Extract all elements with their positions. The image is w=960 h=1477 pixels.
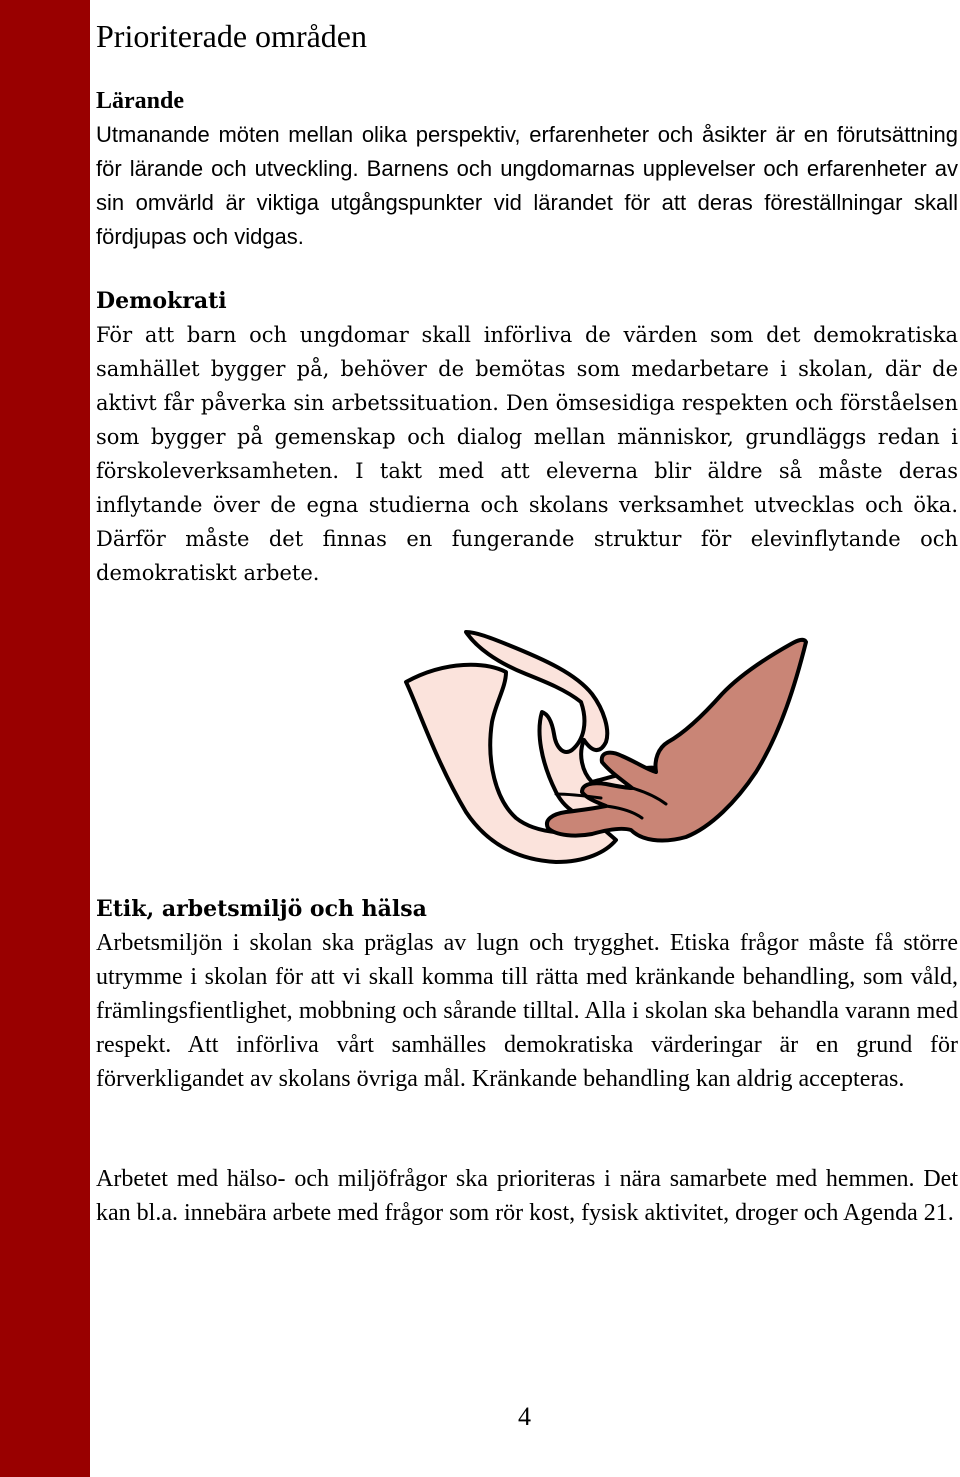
section-etik: [96, 892, 958, 1096]
page-number: 4: [518, 1402, 531, 1431]
holding-hands-icon: [396, 622, 816, 872]
section-body-etik: Arbetsmiljön i skolan ska präglas av lugn och trygghet. Etiska frågor måste få större utrymme i skolan för att vi skall komma till rätta med kränkande behandling, som våld, främlingsfientlighet, mobbning och sårande tilltal. Alla i skolan ska behandla varann med respekt. Att införliva vårt samhälles demokratiska värderingar är en grund för förverkligandet av skolans övriga mål. Kränkande behandling kan aldrig accepteras.: [96, 930, 958, 1092]
section-body-larande: Utmanande möten mellan olika perspektiv, erfarenheter och åsikter är en förutsättning för lärande och utveckling. Barnens och ungdomarnas upplevelser och erfarenheter av sin omvärld är viktiga utgångspunkter vid lärandet för att deras föreställningar skall fördjupas och vidgas.: [96, 122, 958, 249]
section-demokrati: [96, 284, 958, 590]
section-body-demokrati: För att barn och ungdomar skall införliva de värden som det demokratiska samhället bygger på, behöver de bemötas som medarbetare i skolan, där de aktivt får påverka sin arbetssituation. Den ömsesidiga respekten och förståelsen som bygger på gemenskap och dialog mellan människor, grundläggs redan i förskoleverksamheten. I takt med att eleverna blir äldre så måste deras inflytande över de egna studierna och skolans verksamhet utvecklas och öka. Därför måste det finnas en fungerande struktur för elevinflytande och demokratiskt arbete.: [96, 323, 958, 585]
section-heading-larande: Lärande: [96, 88, 185, 114]
section-heading-etik: Etik, arbetsmiljö och hälsa: [96, 896, 427, 922]
section-heading-demokrati: Demokrati: [96, 288, 227, 314]
side-color-band: [0, 0, 90, 1477]
page-title: Prioriterade områden: [96, 18, 367, 54]
section-body-arbetet: Arbetet med hälso- och miljöfrågor ska prioriteras i nära samarbete med hemmen. Det kan bl.a. innebära arbete med frågor som rör kost, fysisk aktivitet, droger och Agenda 21.: [96, 1166, 958, 1226]
section-larande: [96, 84, 958, 254]
section-arbetet: [96, 1162, 958, 1230]
